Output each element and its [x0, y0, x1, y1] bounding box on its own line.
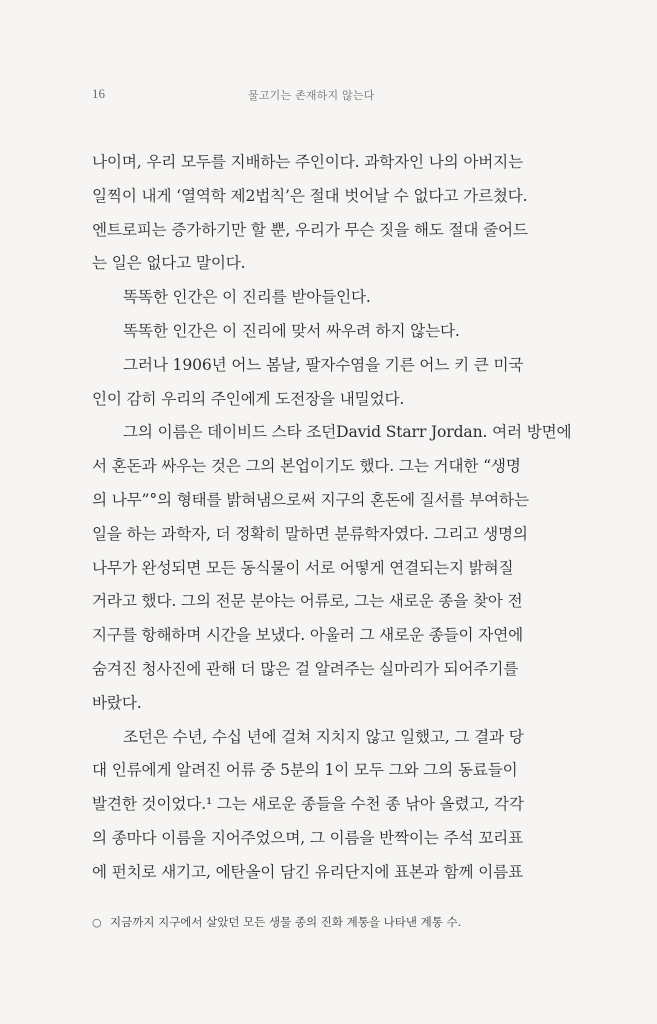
text-line: 그러나 1906년 어느 봄날, 팔자수염을 기른 어느 키 큰 미국 — [123, 355, 524, 374]
text-line: 의 종마다 이름을 지어주었으며, 그 이름을 반짝이는 주석 꼬리표 — [92, 828, 524, 847]
footnote-text: 지금까지 지구에서 살았던 모든 생물 종의 진화 계통을 나타낸 계통 수. — [110, 915, 462, 929]
text-line: 인이 감히 우리의 주인에게 도전장을 내밀었다. — [92, 389, 405, 408]
text-line: 는 일은 없다고 말이다. — [92, 254, 246, 273]
text-line: 숨겨진 청사진에 관해 더 많은 걸 알려주는 실마리가 되어주기를 — [92, 659, 519, 678]
text-line: 에 펀치로 새기고, 에탄올이 담긴 유리단지에 표본과 함께 이름표 — [92, 862, 524, 881]
text-line: 일찍이 내게 ‘열역학 제2법칙’은 절대 벗어날 수 없다고 가르쳤다. — [92, 186, 528, 205]
text-line: 지구를 항해하며 시간을 보냈다. 아울러 그 새로운 종들이 자연에 — [92, 626, 524, 645]
text-line: 의 나무”°의 형태를 밝혀냄으로써 지구의 혼돈에 질서를 부여하는 — [92, 490, 529, 509]
footnote — [92, 914, 572, 930]
text-line: 엔트로피는 증가하기만 할 뿐, 우리가 무슨 짓을 해도 절대 줄어드 — [92, 220, 528, 239]
text-line: 바랐다. — [92, 693, 142, 712]
page-number: 16 — [92, 86, 105, 101]
text-line: 나이며, 우리 모두를 지배하는 주인이다. 과학자인 나의 아버지는 — [92, 153, 524, 171]
body-text — [92, 146, 572, 890]
book-title: 물고기는 존재하지 않는다 — [248, 89, 375, 102]
running-header — [92, 86, 582, 106]
text-line: 그의 이름은 데이비드 스타 조던David Starr Jordan. 여러 방면에 — [123, 423, 572, 442]
text-line: 나무가 완성되면 모든 동식물이 서로 어떻게 연결되는지 밝혀질 — [92, 558, 514, 577]
text-line: 일을 하는 과학자, 더 정확히 말하면 분류학자였다. 그리고 생명의 — [92, 524, 528, 543]
text-line: 조던은 수년, 수십 년에 걸쳐 지치지 않고 일했고, 그 결과 당 — [123, 727, 524, 746]
text-line: 발견한 것이었다.¹ 그는 새로운 종들을 수천 종 낚아 올렸고, 각각 — [92, 795, 524, 814]
text-line: 거라고 했다. 그의 전문 분야는 어류로, 그는 새로운 종을 찾아 전 — [92, 592, 523, 611]
text-line: 대 인류에게 알려진 어류 중 5분의 1이 모두 그와 그의 동료들이 — [92, 761, 518, 780]
text-line: 똑똑한 인간은 이 진리에 맞서 싸우려 하지 않는다. — [123, 321, 460, 340]
footnote-marker-icon: ○ — [92, 916, 102, 929]
text-line: 똑똑한 인간은 이 진리를 받아들인다. — [123, 288, 371, 307]
text-line: 서 혼돈과 싸우는 것은 그의 본업이기도 했다. 그는 거대한 “생명 — [92, 457, 521, 476]
